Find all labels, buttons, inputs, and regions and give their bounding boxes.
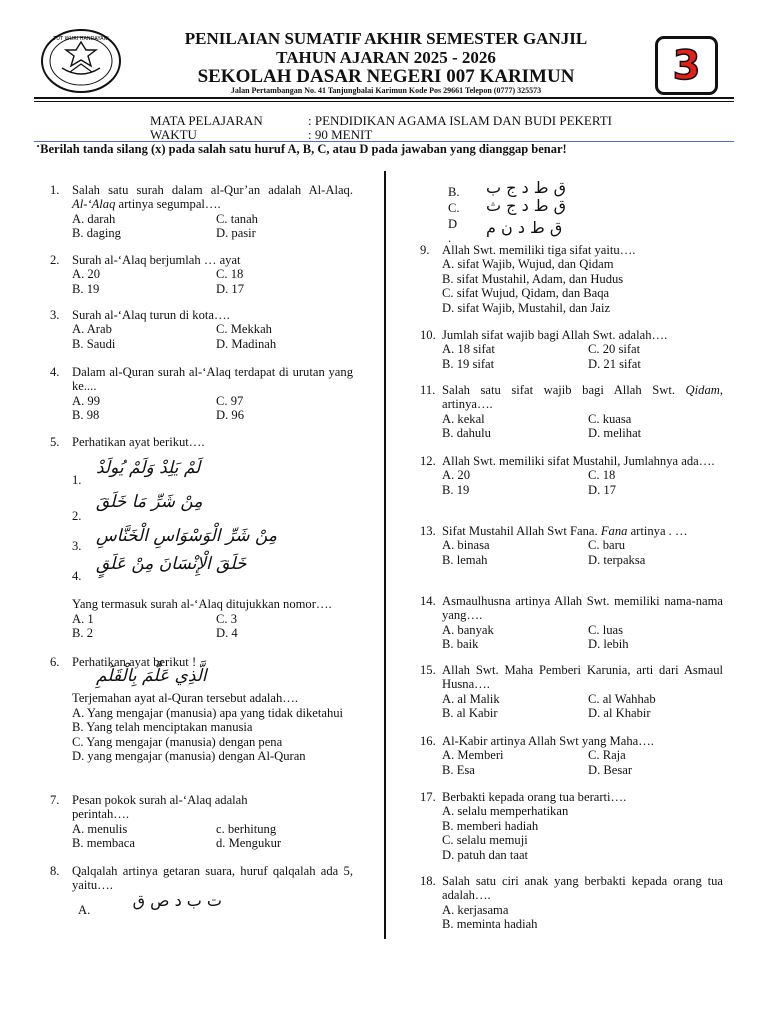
option-d: D. 21 sifat bbox=[588, 356, 641, 371]
option-a: A. selalu memperhatikan bbox=[442, 804, 569, 819]
verse-3-arabic: مِنْ شَرِّ الْوَسْوَاسِ الْخَنَّاسِ bbox=[96, 526, 278, 547]
question-12: 12. Allah Swt. memiliki sifat Mustahil, Jumlahnya ada…. A. 20 C. 18 B. 19 D. 17 bbox=[420, 454, 715, 497]
question-4: 4. Dalam al-Quran surah al-‘Alaq terdapat di urutan yang ke.... A. 99 C. 97 B. 98 D. 96 bbox=[50, 365, 353, 423]
academic-year: TAHUN AJARAN 2025 - 2026 bbox=[276, 48, 496, 67]
column-divider bbox=[384, 171, 386, 939]
question-6: 6. Perhatikan ayat berikut ! الَّذِي عَلَّمَ بِالْقَلَمِ Terjemahan ayat al-Quran tersebut adalah…. A. Yang mengajar (manusia) apa yang tidak diketahui B. Yang telah menciptakan manusia C. Yang mengajar (manusia) dengan pena D. yang mengajar (manusia) dengan Al-Quran bbox=[50, 655, 353, 763]
exam-title: PENILAIAN SUMATIF AKHIR SEMESTER GANJIL bbox=[184, 29, 588, 48]
option-b: B. Saudi bbox=[72, 336, 116, 351]
option-a: A. sifat Wajib, Wujud, dan Qidam bbox=[442, 257, 614, 272]
option-a: A. 20 bbox=[442, 468, 470, 483]
option-d: D. Besar bbox=[588, 762, 633, 777]
exam-info bbox=[150, 114, 612, 142]
option-c: C. kuasa bbox=[588, 411, 632, 426]
verse-4-arabic: خَلَقَ الْإِنْسَانَ مِنْ عَلَقٍ bbox=[96, 554, 247, 575]
verse-1-arabic: لَمْ يَلِدْ وَلَمْ يُولَدْ bbox=[96, 458, 201, 479]
option-d: D. al Khabir bbox=[588, 706, 651, 721]
option-c: C. 18 bbox=[216, 267, 244, 282]
bullet-dot: · bbox=[36, 139, 41, 153]
school-name: SEKOLAH DASAR NEGERI 007 KARIMUN bbox=[197, 66, 575, 87]
option-b: B. baik bbox=[442, 637, 479, 652]
option-d: D. Madinah bbox=[216, 336, 277, 351]
option-a: A. Memberi bbox=[442, 748, 504, 763]
school-logo bbox=[40, 28, 122, 94]
option-c: c. berhitung bbox=[216, 821, 277, 836]
option-b: B. 19 bbox=[72, 281, 100, 296]
option-b: B. sifat Mustahil, Adam, dan Hudus bbox=[442, 271, 624, 286]
option-c: C. Yang mengajar (manusia) dengan pena bbox=[72, 734, 283, 749]
question-8: 8. Qalqalah artinya getaran suara, huruf qalqalah ada 5, yaitu…. A. ت ب د ص ق bbox=[50, 864, 353, 917]
option-a: A. menulis bbox=[72, 821, 128, 836]
option-d: d. Mengukur bbox=[216, 836, 282, 851]
option-d: D. 4 bbox=[216, 626, 238, 641]
subject-value: : PENDIDIKAN AGAMA ISLAM DAN BUDI PEKERTI bbox=[308, 113, 612, 128]
subject-label: MATA PELAJARAN bbox=[150, 113, 263, 128]
question-14: 14. Asmaulhusna artinya Allah Swt. memiliki nama-nama yang…. A. banyak C. luas B. baik D. lebih bbox=[420, 594, 723, 652]
question-18: 18. Salah satu ciri anak yang berbakti kepada orang tua adalah…. A. kerjasama B. meminta hadiah bbox=[420, 874, 723, 932]
option-a: A. darah bbox=[72, 211, 116, 226]
option-b: B. dahulu bbox=[442, 426, 491, 441]
option-b: B. Esa bbox=[442, 762, 475, 777]
option-a: A. binasa bbox=[442, 538, 490, 553]
option-c: C. tanah bbox=[216, 211, 258, 226]
header-rule-thick bbox=[34, 97, 734, 99]
option-c: C. 20 sifat bbox=[588, 342, 641, 357]
option-a: A. kerjasama bbox=[442, 902, 509, 917]
option-c: C. 97 bbox=[216, 393, 244, 408]
option-b: B. 19 bbox=[442, 482, 470, 497]
option-d: D. terpaksa bbox=[588, 552, 646, 567]
question-10: 10. Jumlah sifat wajib bagi Allah Swt. adalah…. A. 18 sifat C. 20 sifat B. 19 sifat D. 21 sifat bbox=[420, 328, 668, 371]
option-b: B. membaca bbox=[72, 836, 135, 851]
question-15: 15. Allah Swt. Maha Pemberi Karunia, arti dari Asmaul Husna…. A. al Malik C. al Wahhab B. al Kabir D. al Khabir bbox=[420, 663, 723, 721]
option-b: B. meminta hadiah bbox=[442, 917, 538, 932]
option-c: C. luas bbox=[588, 622, 623, 637]
question-5: 5. Perhatikan ayat berikut…. 1. لَمْ يَلِدْ وَلَمْ يُولَدْ 2. مِنْ شَرِّ مَا خَلَقَ 3. مِنْ شَرِّ الْوَسْوَاسِ الْخَنَّاسِ 4. خَلَقَ الْإِنْسَانَ مِنْ عَلَقٍ Yang termasuk surah al-‘Alaq ditujukkan nomor…. A. 1 C. 3 B. 2 D. 4 bbox=[50, 435, 332, 641]
question-1: 1. Salah satu surah dalam al-Qur’an adalah Al-Alaq. Al-‘Alaq artinya segumpal…. A. darah C. tanah B. daging D. pasir bbox=[50, 183, 353, 241]
grade-number: 3 bbox=[672, 42, 701, 89]
question-17: 17. Berbakti kepada orang tua berarti…. A. selalu memperhatikan B. memberi hadiah C. selalu memuji D. patuh dan taat bbox=[420, 790, 723, 862]
option-d: D. patuh dan taat bbox=[442, 847, 529, 862]
option-d: D. 96 bbox=[216, 408, 244, 423]
option-a: A. 20 bbox=[72, 267, 100, 282]
time-value: : 90 MENIT bbox=[308, 127, 373, 142]
question-9: 9. Allah Swt. memiliki tiga sifat yaitu…. A. sifat Wajib, Wujud, dan Qidam B. sifat Mustahil, Adam, dan Hudus C. sifat Wujud, Qidam, dan Baqa D. sifat Wajib, Mustahil, dan Jaiz bbox=[420, 243, 723, 315]
option-d: D. sifat Wajib, Mustahil, dan Jaiz bbox=[442, 300, 611, 315]
option-d: D. pasir bbox=[216, 226, 256, 241]
option-b: B. 19 sifat bbox=[442, 356, 495, 371]
option-c: C. al Wahhab bbox=[588, 691, 656, 706]
option-c: C. selalu memuji bbox=[442, 833, 528, 848]
option-c: C. sifat Wujud, Qidam, dan Baqa bbox=[442, 286, 610, 301]
option-c: C. 18 bbox=[588, 468, 616, 483]
question-13: 13. Sifat Mustahil Allah Swt Fana. Fana artinya . … A. binasa C. baru B. lemah D. terpaksa bbox=[420, 524, 688, 567]
question-11: 11. Salah satu sifat wajib bagi Allah Swt. Qidam, artinya…. A. kekal C. kuasa B. dahulu D. melihat bbox=[420, 383, 723, 441]
option-c: C. Raja bbox=[588, 748, 626, 763]
option-d-arabic: ق ط د ن م bbox=[486, 218, 563, 237]
option-c: C. 3 bbox=[216, 611, 237, 626]
option-d: D. 17 bbox=[216, 281, 244, 296]
option-d: D. 17 bbox=[588, 482, 616, 497]
question-8-continued: B. ق ط د ج ب C. ق ط د ج ث D . ق ط د ن م bbox=[448, 178, 567, 245]
svg-text:TUT WURI HANDAYANI: TUT WURI HANDAYANI bbox=[53, 36, 109, 42]
option-a: A. 1 bbox=[72, 611, 94, 626]
option-a: A. kekal bbox=[442, 411, 485, 426]
option-b: B. 2 bbox=[72, 626, 93, 641]
option-a: A. al Malik bbox=[442, 691, 500, 706]
option-b: B. al Kabir bbox=[442, 706, 498, 721]
question-3: 3. Surah al-‘Alaq turun di kota…. A. Arab C. Mekkah B. Saudi D. Madinah bbox=[50, 308, 277, 351]
option-b: B. Yang telah menciptakan manusia bbox=[72, 720, 253, 735]
time-label: WAKTU bbox=[150, 127, 197, 142]
option-c: C. Mekkah bbox=[216, 322, 272, 337]
question-2: 2. Surah al-‘Alaq berjumlah … ayat A. 20 C. 18 B. 19 D. 17 bbox=[50, 253, 244, 296]
verse-2-arabic: مِنْ شَرِّ مَا خَلَقَ bbox=[96, 492, 203, 513]
option-d: D. yang mengajar (manusia) dengan Al-Quran bbox=[72, 749, 306, 764]
question-16: 16. Al-Kabir artinya Allah Swt yang Maha…. A. Memberi C. Raja B. Esa D. Besar bbox=[420, 734, 654, 777]
verse-arabic: الَّذِي عَلَّمَ بِالْقَلَمِ bbox=[96, 666, 207, 687]
option-b: B. lemah bbox=[442, 552, 488, 567]
option-d: D. lebih bbox=[588, 637, 629, 652]
option-a: A. Yang mengajar (manusia) apa yang tidak diketahui bbox=[72, 705, 344, 720]
option-a-arabic: ت ب د ص ق bbox=[132, 890, 222, 910]
question-7: 7. Pesan pokok surah al-‘Alaq adalah perintah…. A. menulis c. berhitung B. membaca d. Mengukur bbox=[50, 793, 282, 851]
instructions: ·Berilah tanda silang (x) pada salah satu huruf A, B, C, atau D pada jawaban yang dianggap benar! bbox=[36, 139, 567, 156]
option-c: C. baru bbox=[588, 538, 626, 553]
option-c-arabic: ق ط د ج ث bbox=[486, 196, 567, 215]
header-rule-thin bbox=[34, 101, 734, 102]
option-b: B. memberi hadiah bbox=[442, 818, 539, 833]
option-a: A. Arab bbox=[72, 322, 112, 337]
option-a: A. 18 sifat bbox=[442, 342, 495, 357]
option-b: B. 98 bbox=[72, 408, 100, 423]
option-b: B. daging bbox=[72, 226, 121, 241]
school-address: Jalan Pertambangan No. 41 Tanjungbalai Karimun Kode Pos 29661 Telepon (0777) 325573 bbox=[230, 86, 542, 95]
grade-badge bbox=[655, 36, 718, 95]
option-d: D. melihat bbox=[588, 426, 642, 441]
option-b-arabic: ق ط د ج ب bbox=[486, 178, 567, 197]
option-a: A. banyak bbox=[442, 622, 494, 637]
option-a: A. 99 bbox=[72, 393, 100, 408]
